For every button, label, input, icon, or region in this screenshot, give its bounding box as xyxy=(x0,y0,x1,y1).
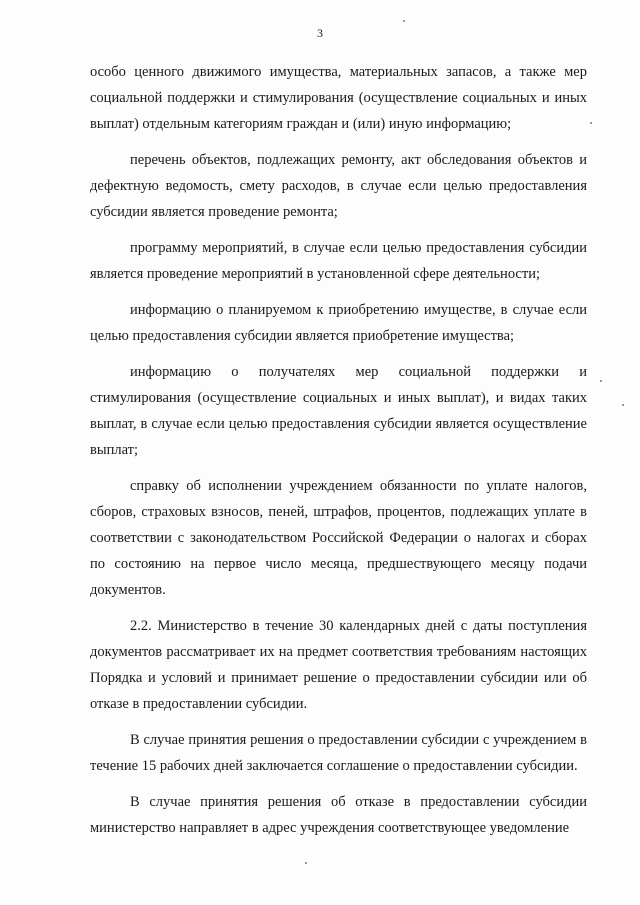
scan-speck xyxy=(590,122,592,124)
scan-speck xyxy=(622,404,624,406)
page-number: 3 xyxy=(317,26,323,40)
document-body xyxy=(90,59,587,851)
paragraph-payment-recipients: информацию о получателях мер социальной поддержки и стимулирования (осуществление социальных и иных выплат), и видах таких выплат, в случае если целью предоставления субсидии является осуществление выплат; xyxy=(90,364,587,458)
paragraph-property-acquisition: информацию о планируемом к приобретению имуществе, в случае если целью предоставления субсидии является приобретение имущества; xyxy=(90,302,587,344)
paragraph-repair-objects: перечень объектов, подлежащих ремонту, акт обследования объектов и дефектную ведомость, смету расходов, в случае если целью предоставления субсидии является проведение ремонта; xyxy=(90,152,587,220)
paragraph-section-2-2: 2.2. Министерство в течение 30 календарных дней с даты поступления документов рассматривает их на предмет соответствия требованиям настоящих Порядка и условий и принимает решение о предоставлении субсидии или об отказе в предоставлении субсидии. xyxy=(90,618,587,712)
paragraph-events-program: программу мероприятий, в случае если целью предоставления субсидии является проведение мероприятий в установленной сфере деятельности; xyxy=(90,240,587,282)
paragraph-refusal-notice: В случае принятия решения об отказе в предоставлении субсидии министерство направляет в адрес учреждения соответствующее уведомление xyxy=(90,794,587,836)
scan-speck xyxy=(305,862,307,864)
paragraph-tax-certificate: справку об исполнении учреждением обязанности по уплате налогов, сборов, страховых взносов, пеней, штрафов, процентов, подлежащих уплате в соответствии с законодательством Российской Федерации о налогах и сборах по состоянию на первое число месяца, предшествующего месяцу подачи документов. xyxy=(90,478,587,598)
paragraph-agreement: В случае принятия решения о предоставлении субсидии с учреждением в течение 15 рабочих дней заключается соглашение о предоставлении субсидии. xyxy=(90,732,587,774)
scan-speck xyxy=(403,20,405,22)
paragraph-continuation: особо ценного движимого имущества, материальных запасов, а также мер социальной поддержки и стимулирования (осуществление социальных и иных выплат) отдельным категориям граждан и (или) иную информацию; xyxy=(90,64,587,132)
scan-speck xyxy=(600,380,602,382)
